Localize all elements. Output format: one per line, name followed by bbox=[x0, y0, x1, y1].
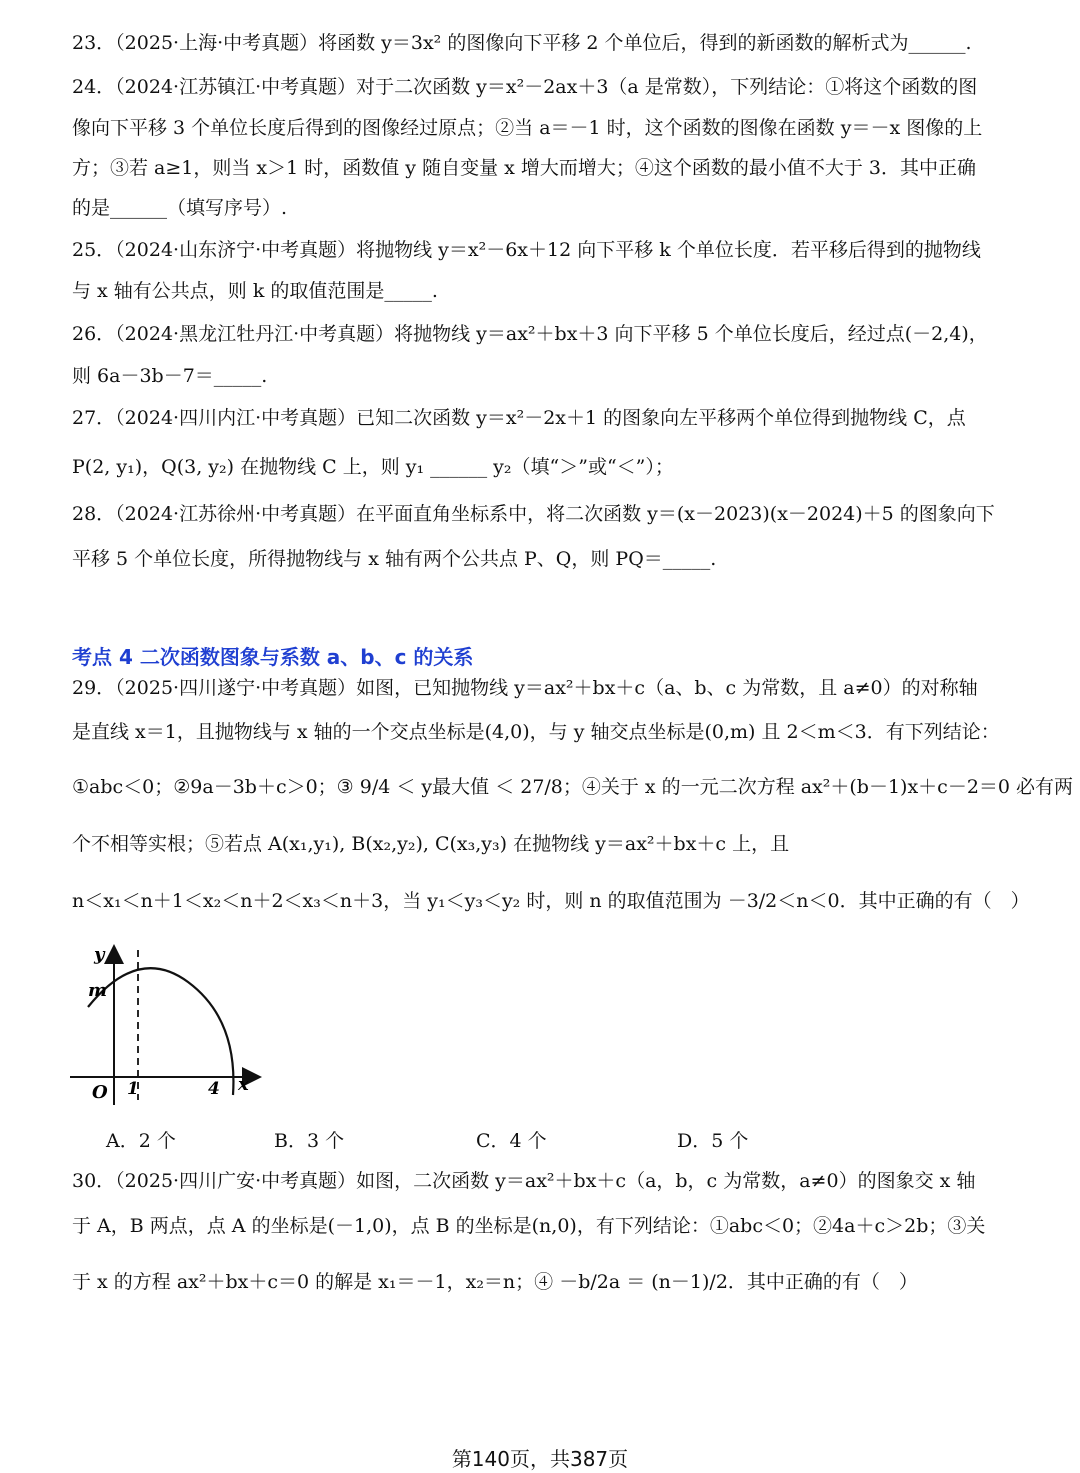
question-30-line-3: 于 x 的方程 ax²＋bx＋c＝0 的解是 x₁＝－1，x₂＝n；④ －b/2a ＝ (n－1)/2．其中正确的有（ ） bbox=[72, 1271, 918, 1293]
question-27-line-2: P(2, y₁)，Q(3, y₂) 在抛物线 C 上，则 y₁ ______ y₂（填“＞”或“＜”）； bbox=[72, 456, 674, 478]
question-29-line-3: ①abc＜0；②9a－3b＋c＞0；③ 9/4 ＜ y最大值 ＜ 27/8；④关于 x 的一元二次方程 ax²＋(b－1)x＋c－2＝0 必有两 bbox=[72, 776, 1074, 798]
origin-label: O bbox=[92, 1082, 108, 1103]
question-24-line-1: 24．（2024·江苏镇江·中考真题）对于二次函数 y＝x²－2ax＋3（a 是常数），下列结论：①将这个函数的图 bbox=[72, 76, 978, 98]
question-26-line-2: 则 6a－3b－7＝_____. bbox=[72, 365, 268, 387]
y-axis-label: y bbox=[94, 944, 105, 965]
option-b: B．3 个 bbox=[274, 1130, 345, 1152]
x-axis-label: x bbox=[238, 1074, 249, 1095]
parabola-curve bbox=[88, 968, 233, 1095]
question-29-line-2: 是直线 x＝1，且抛物线与 x 轴的一个交点坐标是(4,0)，与 y 轴交点坐标是(0,m) 且 2＜m＜3．有下列结论： bbox=[72, 721, 1000, 743]
question-29-line-1: 29．（2025·四川遂宁·中考真题）如图，已知抛物线 y＝ax²＋bx＋c（a、b、c 为常数，且 a≠0）的对称轴 bbox=[72, 677, 978, 699]
question-30-line-1: 30．（2025·四川广安·中考真题）如图，二次函数 y＝ax²＋bx＋c（a，b，c 为常数，a≠0）的图象交 x 轴 bbox=[72, 1170, 976, 1192]
option-d: D．5 个 bbox=[677, 1130, 749, 1152]
parabola-graph bbox=[68, 940, 268, 1110]
question-28-line-1: 28．（2024·江苏徐州·中考真题）在平面直角坐标系中，将二次函数 y＝(x－2023)(x－2024)＋5 的图象向下 bbox=[72, 503, 995, 525]
question-26-line-1: 26．（2024·黑龙江牡丹江·中考真题）将抛物线 y＝ax²＋bx＋3 向下平移 5 个单位长度后，经过点(－2,4)， bbox=[72, 323, 988, 345]
option-a: A．2 个 bbox=[106, 1130, 176, 1152]
question-27-line-1: 27．（2024·四川内江·中考真题）已知二次函数 y＝x²－2x＋1 的图象向左平移两个单位得到抛物线 C，点 bbox=[72, 407, 966, 429]
question-25-line-2: 与 x 轴有公共点，则 k 的取值范围是_____. bbox=[72, 280, 438, 302]
question-28-line-2: 平移 5 个单位长度，所得抛物线与 x 轴有两个公共点 P、Q，则 PQ＝_____. bbox=[72, 548, 717, 570]
option-c: C．4 个 bbox=[476, 1130, 547, 1152]
m-label: m bbox=[88, 980, 108, 1001]
question-24-line-2: 像向下平移 3 个单位长度后得到的图像经过原点；②当 a＝－1 时，这个函数的图像在函数 y＝－x 图像的上 bbox=[72, 117, 983, 139]
question-29-line-5: n＜x₁＜n＋1＜x₂＜n＋2＜x₃＜n＋3，当 y₁＜y₃＜y₂ 时，则 n 的取值范围为 －3/2＜n＜0．其中正确的有（ ） bbox=[72, 890, 1030, 912]
question-29-line-4: 个不相等实根；⑤若点 A(x₁,y₁), B(x₂,y₂), C(x₃,y₃) 在抛物线 y＝ax²＋bx＋c 上，且 bbox=[72, 833, 790, 855]
tick-1-label: 1 bbox=[127, 1079, 139, 1099]
question-25-line-1: 25．（2024·山东济宁·中考真题）将抛物线 y＝x²－6x＋12 向下平移 k 个单位长度．若平移后得到的抛物线 bbox=[72, 239, 981, 261]
question-30-line-2: 于 A，B 两点，点 A 的坐标是(－1,0)，点 B 的坐标是(n,0)，有下列结论：①abc＜0；②4a＋c＞2b；③关 bbox=[72, 1215, 986, 1237]
page-number: 第140页，共387页 bbox=[451, 1447, 629, 1471]
question-23-line-1: 23．（2025·上海·中考真题）将函数 y＝3x² 的图像向下平移 2 个单位后，得到的新函数的解析式为______. bbox=[72, 32, 972, 54]
section-heading: 考点 4 二次函数图象与系数 a、b、c 的关系 bbox=[72, 645, 474, 669]
tick-4-label: 4 bbox=[208, 1079, 220, 1099]
question-24-line-3: 方；③若 a≥1，则当 x＞1 时，函数值 y 随自变量 x 增大而增大；④这个函数的最小值不大于 3．其中正确 bbox=[72, 157, 976, 179]
question-24-line-4: 的是______（填写序号）. bbox=[72, 197, 288, 219]
